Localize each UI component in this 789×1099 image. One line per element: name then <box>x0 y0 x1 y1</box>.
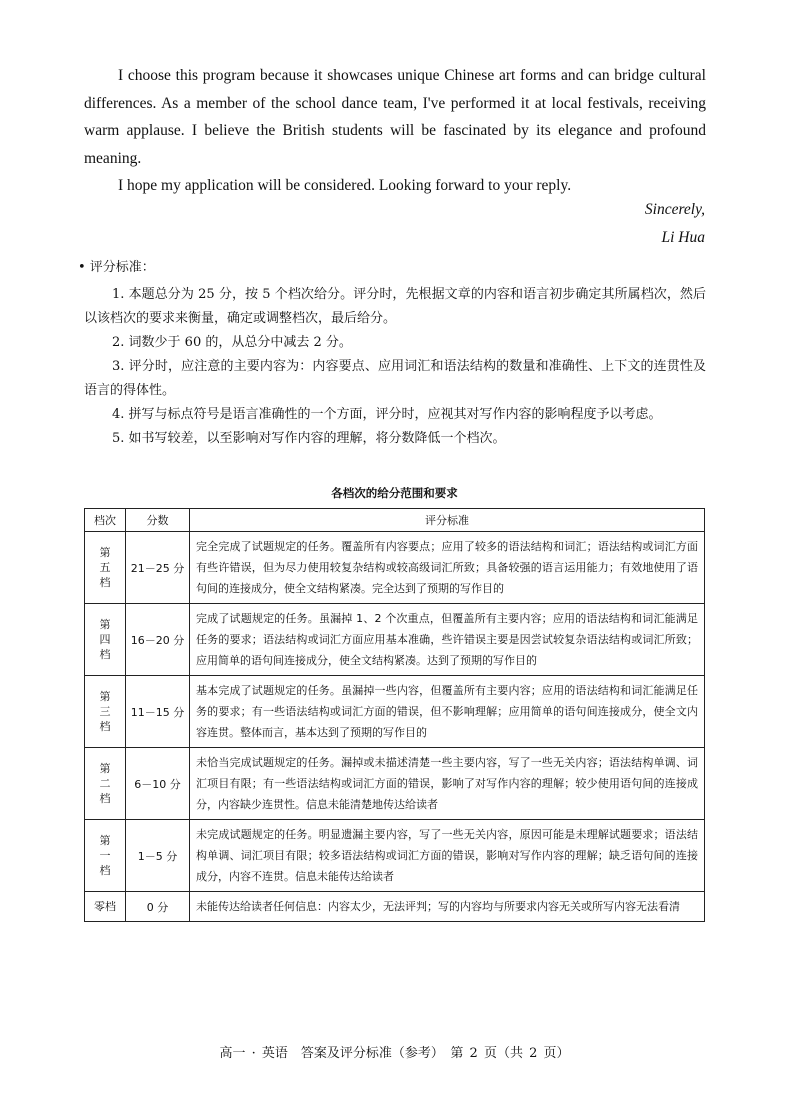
criteria-item-4: 4. 拼写与标点符号是语言准确性的一个方面，评分时，应视其对写作内容的影响程度予以考虑。 <box>112 407 662 422</box>
page-footer: 高一 · 英语 答案及评分标准（参考） 第 2 页（共 2 页） <box>219 1046 570 1061</box>
row-description: 完成了试题规定的任务。虽漏掉 1、2 个次重点，但覆盖所有主要内容；应用的语法结构和词汇能满足任务的要求；语法结构或词汇方面应用基本准确，些许错误主要是因尝试较复杂语法结构或词汇所致；应用简单的语句间连接成分，使全文结构紧凑。达到了预期的写作目的 <box>190 604 705 676</box>
row-description: 完全完成了试题规定的任务。覆盖所有内容要点；应用了较多的语法结构和词汇；语法结构或词汇方面有些许错误，但为尽力使用较复杂结构或较高级词汇所致；具备较强的语言运用能力；有效地使用了语句间的连接成分，使全文结构紧凑。完全达到了预期的写作目的 <box>190 532 705 604</box>
row-description: 未完成试题规定的任务。明显遗漏主要内容，写了一些无关内容，原因可能是未理解试题要求；语法结构单调、词汇项目有限；较多语法结构或词汇方面的错误，影响对写作内容的理解；缺乏语句间的连接成分，内容不连贯。信息未能传达给读者 <box>190 820 705 892</box>
table-row <box>85 892 705 922</box>
row-score: 6－10 分 <box>126 748 190 820</box>
row-score: 21－25 分 <box>126 532 190 604</box>
row-score: 11－15 分 <box>126 676 190 748</box>
criteria-item-3: 3. 评分时，应注意的主要内容为：内容要点、应用词汇和语法结构的数量和准确性、上下文的连贯性及语言的得体性。 <box>84 359 706 398</box>
row-score: 0 分 <box>126 892 190 922</box>
letter-paragraph-1: I choose this program because it showcases unique Chinese art forms and can bridge cultural differences. As a member of the school dance team, I've performed it at local festivals, receiving warm applause. I believe the British students will be fascinated by its elegance and profound meaning. <box>84 67 706 167</box>
grading-table <box>84 508 705 922</box>
row-level: 第二档 <box>85 748 126 820</box>
row-level: 第四档 <box>85 604 126 676</box>
row-description: 未能传达给读者任何信息：内容太少，无法评判；写的内容均与所要求内容无关或所写内容无法看清 <box>190 892 705 922</box>
table-row <box>85 604 705 676</box>
header-level: 档次 <box>85 509 126 532</box>
criteria-item-5: 5. 如书写较差，以至影响对写作内容的理解，将分数降低一个档次。 <box>112 431 506 446</box>
scoring-criteria <box>78 257 706 451</box>
header-criteria: 评分标准 <box>190 509 705 532</box>
table-header-row <box>85 509 705 532</box>
row-description: 未恰当完成试题规定的任务。漏掉或未描述清楚一些主要内容，写了一些无关内容；语法结构单调、词汇项目有限；有一些语法结构或词汇方面的错误，影响了对写作内容的理解；较少使用语句间的连接成分，内容缺少连贯性。信息未能清楚地传达给读者 <box>190 748 705 820</box>
criteria-title: • 评分标准： <box>78 260 155 275</box>
row-score: 16－20 分 <box>126 604 190 676</box>
table-row <box>85 820 705 892</box>
table-row <box>85 748 705 820</box>
row-level: 第一档 <box>85 820 126 892</box>
row-level: 第五档 <box>85 532 126 604</box>
header-score: 分数 <box>126 509 190 532</box>
row-score: 1－5 分 <box>126 820 190 892</box>
model-letter <box>84 62 706 200</box>
row-level: 第三档 <box>85 676 126 748</box>
letter-paragraph-2: I hope my application will be considered. Looking forward to your reply. <box>118 177 572 195</box>
criteria-item-1: 1. 本题总分为 25 分，按 5 个档次给分。评分时，先根据文章的内容和语言初步确定其所属档次，然后以该档次的要求来衡量，确定或调整档次，最后给分。 <box>84 287 706 326</box>
table-row <box>85 532 705 604</box>
letter-closing: Sincerely, <box>644 201 705 218</box>
row-description: 基本完成了试题规定的任务。虽漏掉一些内容，但覆盖所有主要内容；应用的语法结构和词汇能满足任务的要求；有一些语法结构或词汇方面的错误，但不影响理解；应用简单的语句间连接成分，使全文内容连贯。整体而言，基本达到了预期的写作目的 <box>190 676 705 748</box>
letter-signature: Li Hua <box>661 229 705 246</box>
table-row <box>85 676 705 748</box>
row-level: 零档 <box>85 892 126 922</box>
table-caption: 各档次的给分范围和要求 <box>331 486 458 500</box>
criteria-item-2: 2. 词数少于 60 的，从总分中减去 2 分。 <box>112 335 352 350</box>
